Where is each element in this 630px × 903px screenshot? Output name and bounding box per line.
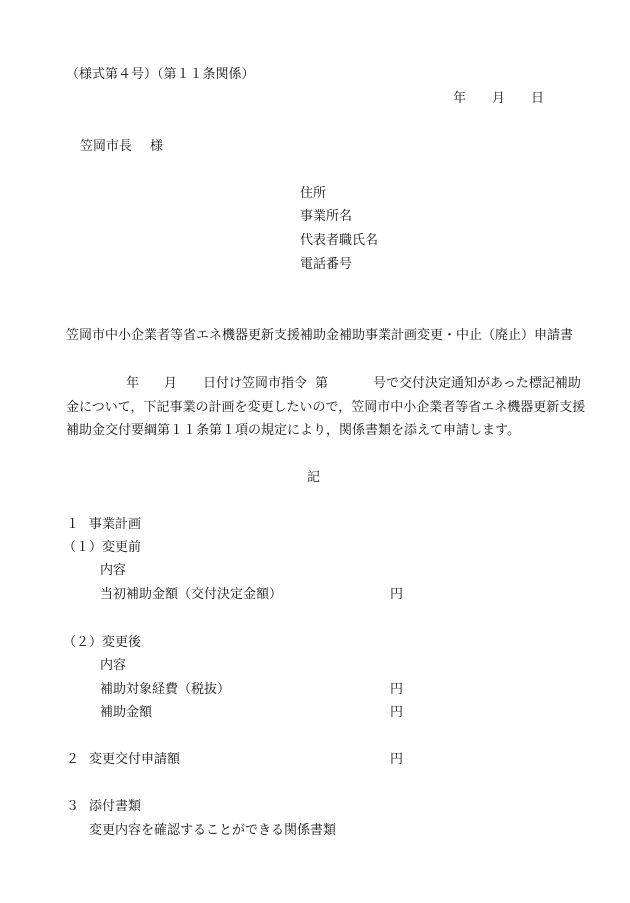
- body-line2: 金について，下記事業の計画を変更したいので，笠岡市中小企業者等省エネ機器更新支援: [66, 400, 586, 415]
- eligible-cost-unit: 円: [390, 682, 404, 697]
- date-year-label: 年: [453, 91, 467, 106]
- section2-number: ２: [66, 752, 80, 767]
- before-change-label: （１）変更前: [63, 540, 142, 555]
- ki-mark: 記: [307, 470, 321, 485]
- section1-number: １: [66, 517, 80, 532]
- body-number-prefix: 第: [315, 376, 329, 391]
- initial-amount-unit: 円: [390, 587, 404, 602]
- after-change-label: （２）変更後: [63, 635, 142, 650]
- section2-heading: 変更交付申請額: [89, 752, 181, 767]
- document-title: 笠岡市中小企業者等省エネ機器更新支援補助金補助事業計画変更・中止（廃止）申請書: [66, 328, 574, 343]
- section3-number: ３: [66, 799, 80, 814]
- business-name-label: 事業所名: [300, 209, 353, 224]
- address-label: 住所: [300, 186, 327, 201]
- body-line3: 補助金交付要綱第１１条第１項の規定により，関係書類を添えて申請します。: [66, 423, 520, 438]
- after-content-label: 内容: [100, 658, 127, 673]
- date-day-label: 日: [531, 91, 545, 106]
- subsidy-amount-unit: 円: [390, 705, 404, 720]
- date-month-label: 月: [492, 91, 506, 106]
- before-content-label: 内容: [100, 563, 127, 578]
- section1-heading: 事業計画: [89, 517, 142, 532]
- section3-heading: 添付書類: [89, 799, 142, 814]
- phone-label: 電話番号: [300, 257, 353, 272]
- addressee-honorific: 様: [150, 139, 164, 154]
- form-number: （様式第４号）（第１１条関係）: [66, 67, 255, 82]
- initial-amount-label: 当初補助金額（交付決定金額）: [100, 587, 283, 602]
- section2-unit: 円: [390, 752, 404, 767]
- representative-label: 代表者職氏名: [300, 233, 379, 248]
- body-year: 年: [126, 376, 140, 391]
- body-month: 月: [164, 376, 178, 391]
- body-line1-rest: 号で交付決定通知があった標記補助: [373, 376, 581, 391]
- attachment-item: 変更内容を確認することができる関係書類: [89, 823, 337, 838]
- addressee-name: 笠岡市長: [80, 139, 133, 154]
- subsidy-amount-label: 補助金額: [100, 705, 153, 720]
- eligible-cost-label: 補助対象経費（税抜）: [100, 682, 231, 697]
- body-date-dispatch: 日付け笠岡市指令: [203, 376, 308, 391]
